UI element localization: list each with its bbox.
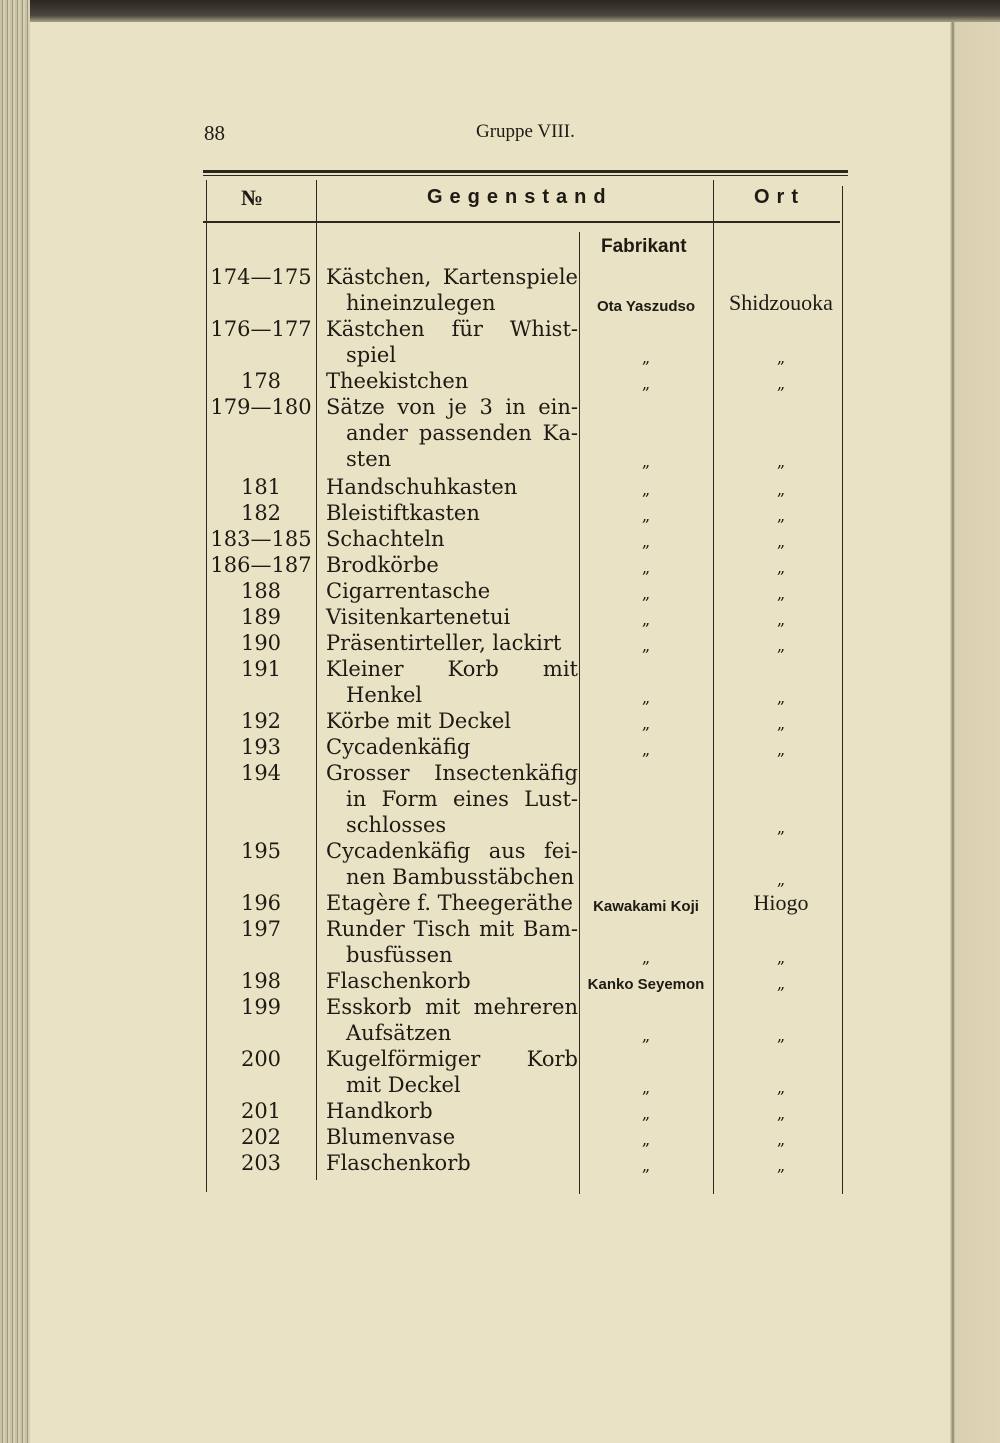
ort-cell: „	[776, 480, 786, 499]
fabrikant-cell: „	[641, 532, 651, 551]
ort-cell: „	[776, 714, 786, 733]
header-rule	[203, 221, 840, 223]
ort-cell: „	[776, 740, 786, 759]
row-number: 189	[240, 605, 282, 629]
item-description-line: hineinzulegen	[346, 291, 496, 315]
item-description-line: Visitenkartenetui	[326, 605, 511, 629]
ort-cell: „	[776, 532, 786, 551]
page-header-group: Gruppe VIII.	[476, 121, 575, 142]
fabrikant-cell: „	[641, 374, 651, 393]
fabrikant-cell: „	[641, 480, 651, 499]
row-number: 178	[240, 369, 282, 393]
item-description-line: busfüssen	[346, 943, 453, 967]
item-description-line: Schachteln	[326, 527, 445, 551]
page-number: 88	[204, 121, 225, 145]
ort-cell: „	[776, 452, 786, 471]
row-number: 192	[240, 709, 282, 733]
item-description-line: Esskorb mit mehreren	[326, 995, 578, 1019]
item-description-line: Präsentirteller, lackirt	[326, 631, 562, 655]
item-description-line: schlosses	[346, 813, 447, 837]
book-edge-top	[0, 0, 1000, 22]
item-description-line: Kästchen, Kartenspiele	[326, 265, 578, 289]
fabrikant-cell: „	[641, 1130, 651, 1149]
fabrikant-cell: „	[641, 452, 651, 471]
item-description-line: ander passenden Ka-	[346, 421, 578, 445]
item-description-line: Henkel	[346, 683, 423, 707]
ort-cell: „	[776, 636, 786, 655]
row-number: 182	[240, 501, 282, 525]
ort-cell: „	[776, 870, 786, 889]
ort-cell: Hiogo	[753, 890, 809, 915]
item-description-line: Blumenvase	[326, 1125, 456, 1149]
column-header-fabrikant: Fabrikant	[601, 236, 687, 257]
fabrikant-cell: Ota Yaszudso	[596, 298, 696, 315]
fabrikant-cell: „	[641, 1104, 651, 1123]
ort-cell: „	[776, 374, 786, 393]
ort-cell: „	[776, 1130, 786, 1149]
row-number: 200	[240, 1047, 282, 1071]
ort-cell: „	[776, 818, 786, 837]
ort-cell: „	[776, 610, 786, 629]
row-number: 186—187	[210, 553, 312, 577]
item-description-line: Cycadenkäfig aus fei-	[326, 839, 578, 863]
ort-cell: „	[776, 1078, 786, 1097]
item-description-line: Bleistiftkasten	[326, 501, 480, 525]
row-number: 194	[240, 761, 282, 785]
item-description-line: Handschuhkasten	[326, 475, 518, 499]
ort-cell: Shidzouoka	[729, 290, 833, 315]
fabrikant-cell: „	[641, 1156, 651, 1175]
item-description-line: Handkorb	[326, 1099, 433, 1123]
fabrikant-cell: „	[641, 636, 651, 655]
fabrikant-cell: „	[641, 948, 651, 967]
fabrikant-cell: Kawakami Koji	[593, 898, 699, 915]
fabrikant-cell: „	[641, 558, 651, 577]
row-number: 183—185	[210, 527, 312, 551]
column-divider-item	[579, 232, 580, 1194]
ort-cell: „	[776, 1156, 786, 1175]
row-number: 176—177	[210, 317, 312, 341]
table-rule-top	[203, 170, 848, 173]
item-description-line: Runder Tisch mit Bam-	[326, 917, 578, 941]
ort-cell: „	[776, 974, 786, 993]
item-description-line: Brodkörbe	[326, 553, 439, 577]
fabrikant-cell: „	[641, 584, 651, 603]
item-description-line: Kleiner Korb mit	[326, 657, 578, 681]
item-description-line: Flaschenkorb	[326, 969, 471, 993]
column-header-number: №	[241, 185, 264, 210]
book-edge-right	[950, 22, 1000, 1443]
row-number: 202	[240, 1125, 282, 1149]
row-number: 195	[240, 839, 282, 863]
item-description-line: Kästchen für Whist-	[326, 317, 578, 341]
item-description-line: nen Bambusstäbchen	[346, 865, 575, 889]
ort-cell: „	[776, 1104, 786, 1123]
item-description-line: sten	[346, 447, 392, 471]
row-number: 203	[240, 1151, 282, 1175]
column-header-gegenstand: Gegenstand	[427, 186, 613, 208]
ort-cell: „	[776, 948, 786, 967]
row-number: 190	[240, 631, 282, 655]
item-description-line: Aufsätzen	[346, 1021, 452, 1045]
ort-cell: „	[776, 688, 786, 707]
ort-cell: „	[776, 584, 786, 603]
item-description-line: mit Deckel	[346, 1073, 461, 1097]
fabrikant-cell: „	[641, 506, 651, 525]
ort-cell: „	[776, 558, 786, 577]
fabrikant-cell: „	[641, 1078, 651, 1097]
fabrikant-cell: „	[641, 1026, 651, 1045]
row-number: 181	[240, 475, 282, 499]
table-rule-top-thin	[203, 175, 848, 176]
fabrikant-cell: „	[641, 714, 651, 733]
item-description-line: Etagère f. Theegeräthe	[326, 891, 573, 915]
row-number: 179—180	[210, 395, 312, 419]
row-number: 193	[240, 735, 282, 759]
row-number: 198	[240, 969, 282, 993]
item-description-line: Grosser Insectenkäfig	[326, 761, 578, 785]
column-header-ort: Ort	[754, 186, 805, 208]
row-number: 188	[240, 579, 282, 603]
item-description-line: Cigarrentasche	[326, 579, 491, 603]
fabrikant-cell: Kanko Seyemon	[587, 976, 705, 993]
fabrikant-cell: „	[641, 610, 651, 629]
row-number: 191	[240, 657, 282, 681]
item-description-line: Körbe mit Deckel	[326, 709, 511, 733]
item-description-line: Cycadenkäfig	[326, 735, 471, 759]
item-description-line: Flaschenkorb	[326, 1151, 471, 1175]
fabrikant-cell: „	[641, 740, 651, 759]
item-description-line: Kugelförmiger Korb	[326, 1047, 578, 1071]
item-description-line: Theekistchen	[326, 369, 469, 393]
item-description-line: Sätze von je 3 in ein-	[326, 395, 578, 419]
row-number: 197	[240, 917, 282, 941]
row-number: 196	[240, 891, 282, 915]
ort-cell: „	[776, 506, 786, 525]
ort-cell: „	[776, 1026, 786, 1045]
column-divider-fabrikant	[713, 180, 714, 1194]
item-description-line: spiel	[346, 343, 397, 367]
column-divider-no	[316, 180, 317, 1180]
item-description-line: in Form eines Lust-	[346, 787, 578, 811]
ort-cell: „	[776, 348, 786, 367]
row-number: 174—175	[210, 265, 312, 289]
book-edge-left	[0, 0, 30, 1443]
fabrikant-cell: „	[641, 348, 651, 367]
row-number: 201	[240, 1099, 282, 1123]
row-number: 199	[240, 995, 282, 1019]
fabrikant-cell: „	[641, 688, 651, 707]
